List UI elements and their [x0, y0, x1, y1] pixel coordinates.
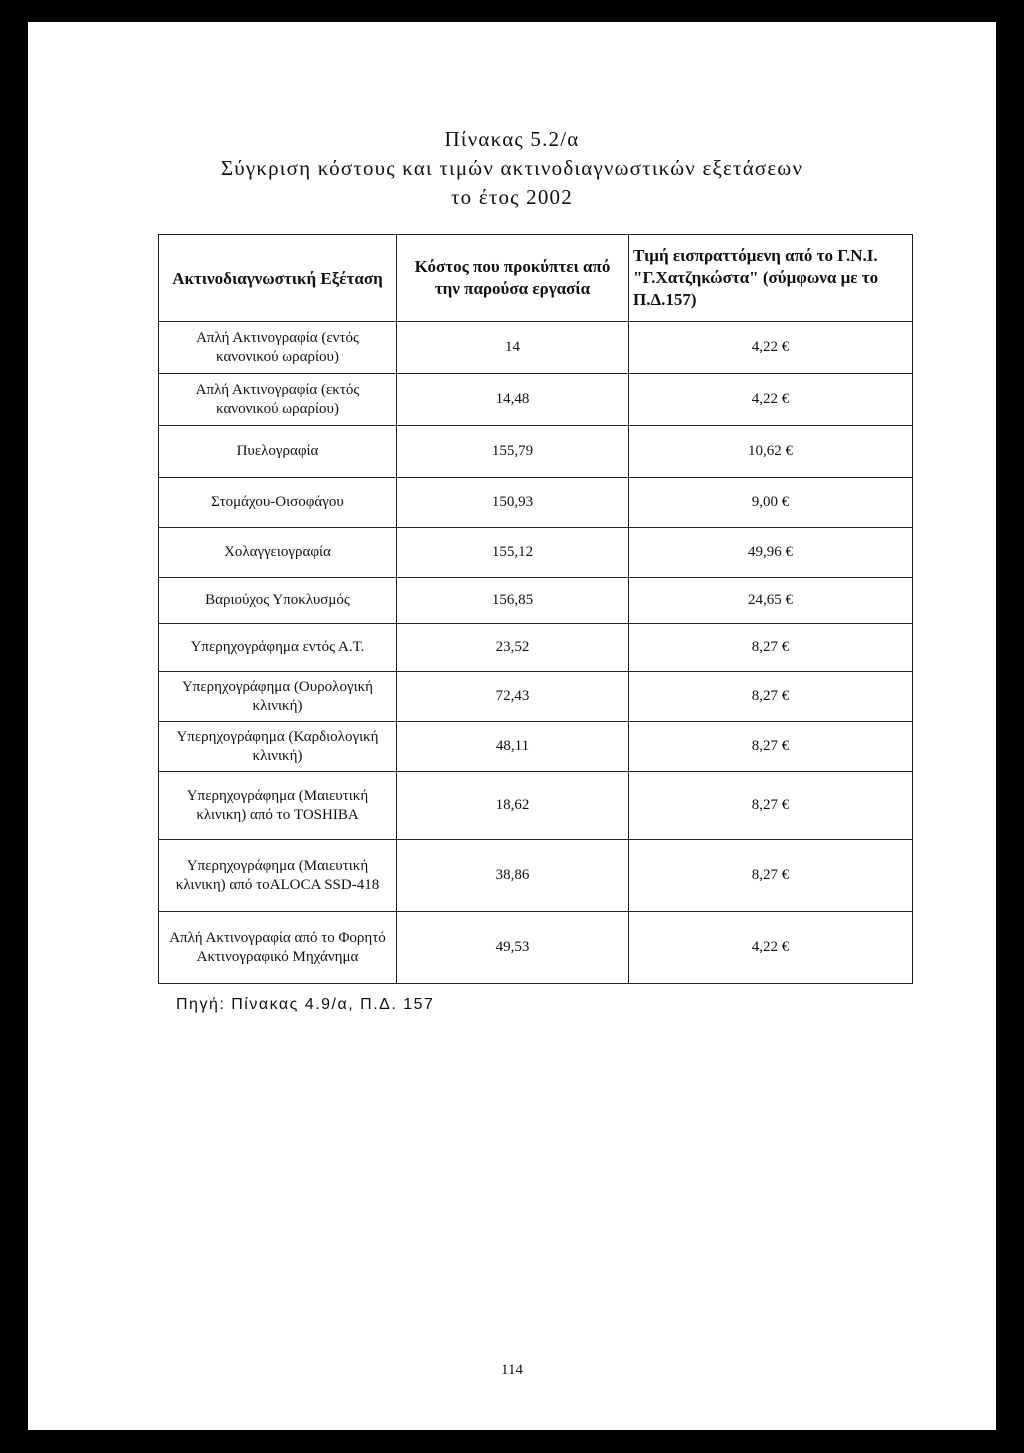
cost-cell: 156,85: [397, 578, 629, 624]
cost-cell: 14,48: [397, 374, 629, 426]
price-cell: 24,65 €: [629, 578, 913, 624]
exam-cell: Απλή Ακτινογραφία (εντός κανονικού ωραρίου): [159, 322, 397, 374]
table-row: [159, 426, 913, 478]
price-cell: 8,27 €: [629, 672, 913, 722]
cost-cell: 23,52: [397, 624, 629, 672]
price-cell: 4,22 €: [629, 322, 913, 374]
cost-cell: 72,43: [397, 672, 629, 722]
table-row: [159, 374, 913, 426]
table-row: [159, 322, 913, 374]
cost-cell: 49,53: [397, 912, 629, 984]
table-row: [159, 772, 913, 840]
exam-cell: Υπερηχογράφημα (Καρδιολογική κλινική): [159, 722, 397, 772]
price-cell: 49,96 €: [629, 528, 913, 578]
exam-cell: Υπερηχογράφημα (Μαιευτική κλινικη) από τοALOCA SSD-418: [159, 840, 397, 912]
exam-cell: Απλή Ακτινογραφία (εκτός κανονικού ωραρίου): [159, 374, 397, 426]
cost-cell: 150,93: [397, 478, 629, 528]
document-page: [28, 22, 996, 1430]
exam-cell: Στομάχου-Οισοφάγου: [159, 478, 397, 528]
header-exam: Ακτινοδιαγνωστική Εξέταση: [159, 235, 397, 322]
price-cell: 4,22 €: [629, 912, 913, 984]
table-row: [159, 528, 913, 578]
cost-cell: 155,12: [397, 528, 629, 578]
exam-cell: Υπερηχογράφημα εντός Α.Τ.: [159, 624, 397, 672]
exam-cell: Πυελογραφία: [159, 426, 397, 478]
table-row: [159, 624, 913, 672]
table-header-row: [159, 235, 913, 322]
source-note: Πηγή: Πίνακας 4.9/α, Π.Δ. 157: [176, 996, 435, 1013]
exam-cell: Υπερηχογράφημα (Ουρολογική κλινική): [159, 672, 397, 722]
table-title: [28, 125, 996, 212]
page-number: 114: [501, 1362, 523, 1378]
price-cell: 8,27 €: [629, 840, 913, 912]
price-cell: 8,27 €: [629, 772, 913, 840]
table-row: [159, 478, 913, 528]
header-cost: Κόστος που προκύπτει από την παρούσα εργασία: [397, 235, 629, 322]
header-price: Τιμή εισπραττόμενη από το Γ.Ν.Ι. "Γ.Χατζηκώστα" (σύμφωνα με το Π.Δ.157): [629, 235, 913, 322]
cost-cell: 14: [397, 322, 629, 374]
table-year: το έτος 2002: [451, 185, 573, 209]
table-number: Πίνακας 5.2/α: [444, 127, 580, 151]
cost-cell: 155,79: [397, 426, 629, 478]
table-row: [159, 672, 913, 722]
exam-cell: Απλή Ακτινογραφία από το Φορητό Ακτινογραφικό Μηχάνημα: [159, 912, 397, 984]
table-row: [159, 722, 913, 772]
table-caption: Σύγκριση κόστους και τιμών ακτινοδιαγνωστικών εξετάσεων: [220, 156, 804, 180]
cost-comparison-table: [158, 234, 913, 984]
cost-cell: 18,62: [397, 772, 629, 840]
cost-cell: 38,86: [397, 840, 629, 912]
table-row: [159, 578, 913, 624]
cost-cell: 48,11: [397, 722, 629, 772]
price-cell: 10,62 €: [629, 426, 913, 478]
price-cell: 8,27 €: [629, 722, 913, 772]
price-cell: 8,27 €: [629, 624, 913, 672]
exam-cell: Χολαγγειογραφία: [159, 528, 397, 578]
exam-cell: Υπερηχογράφημα (Μαιευτική κλινικη) από το TOSHIBA: [159, 772, 397, 840]
table-row: [159, 840, 913, 912]
table-row: [159, 912, 913, 984]
price-cell: 9,00 €: [629, 478, 913, 528]
price-cell: 4,22 €: [629, 374, 913, 426]
exam-cell: Βαριούχος Υποκλυσμός: [159, 578, 397, 624]
